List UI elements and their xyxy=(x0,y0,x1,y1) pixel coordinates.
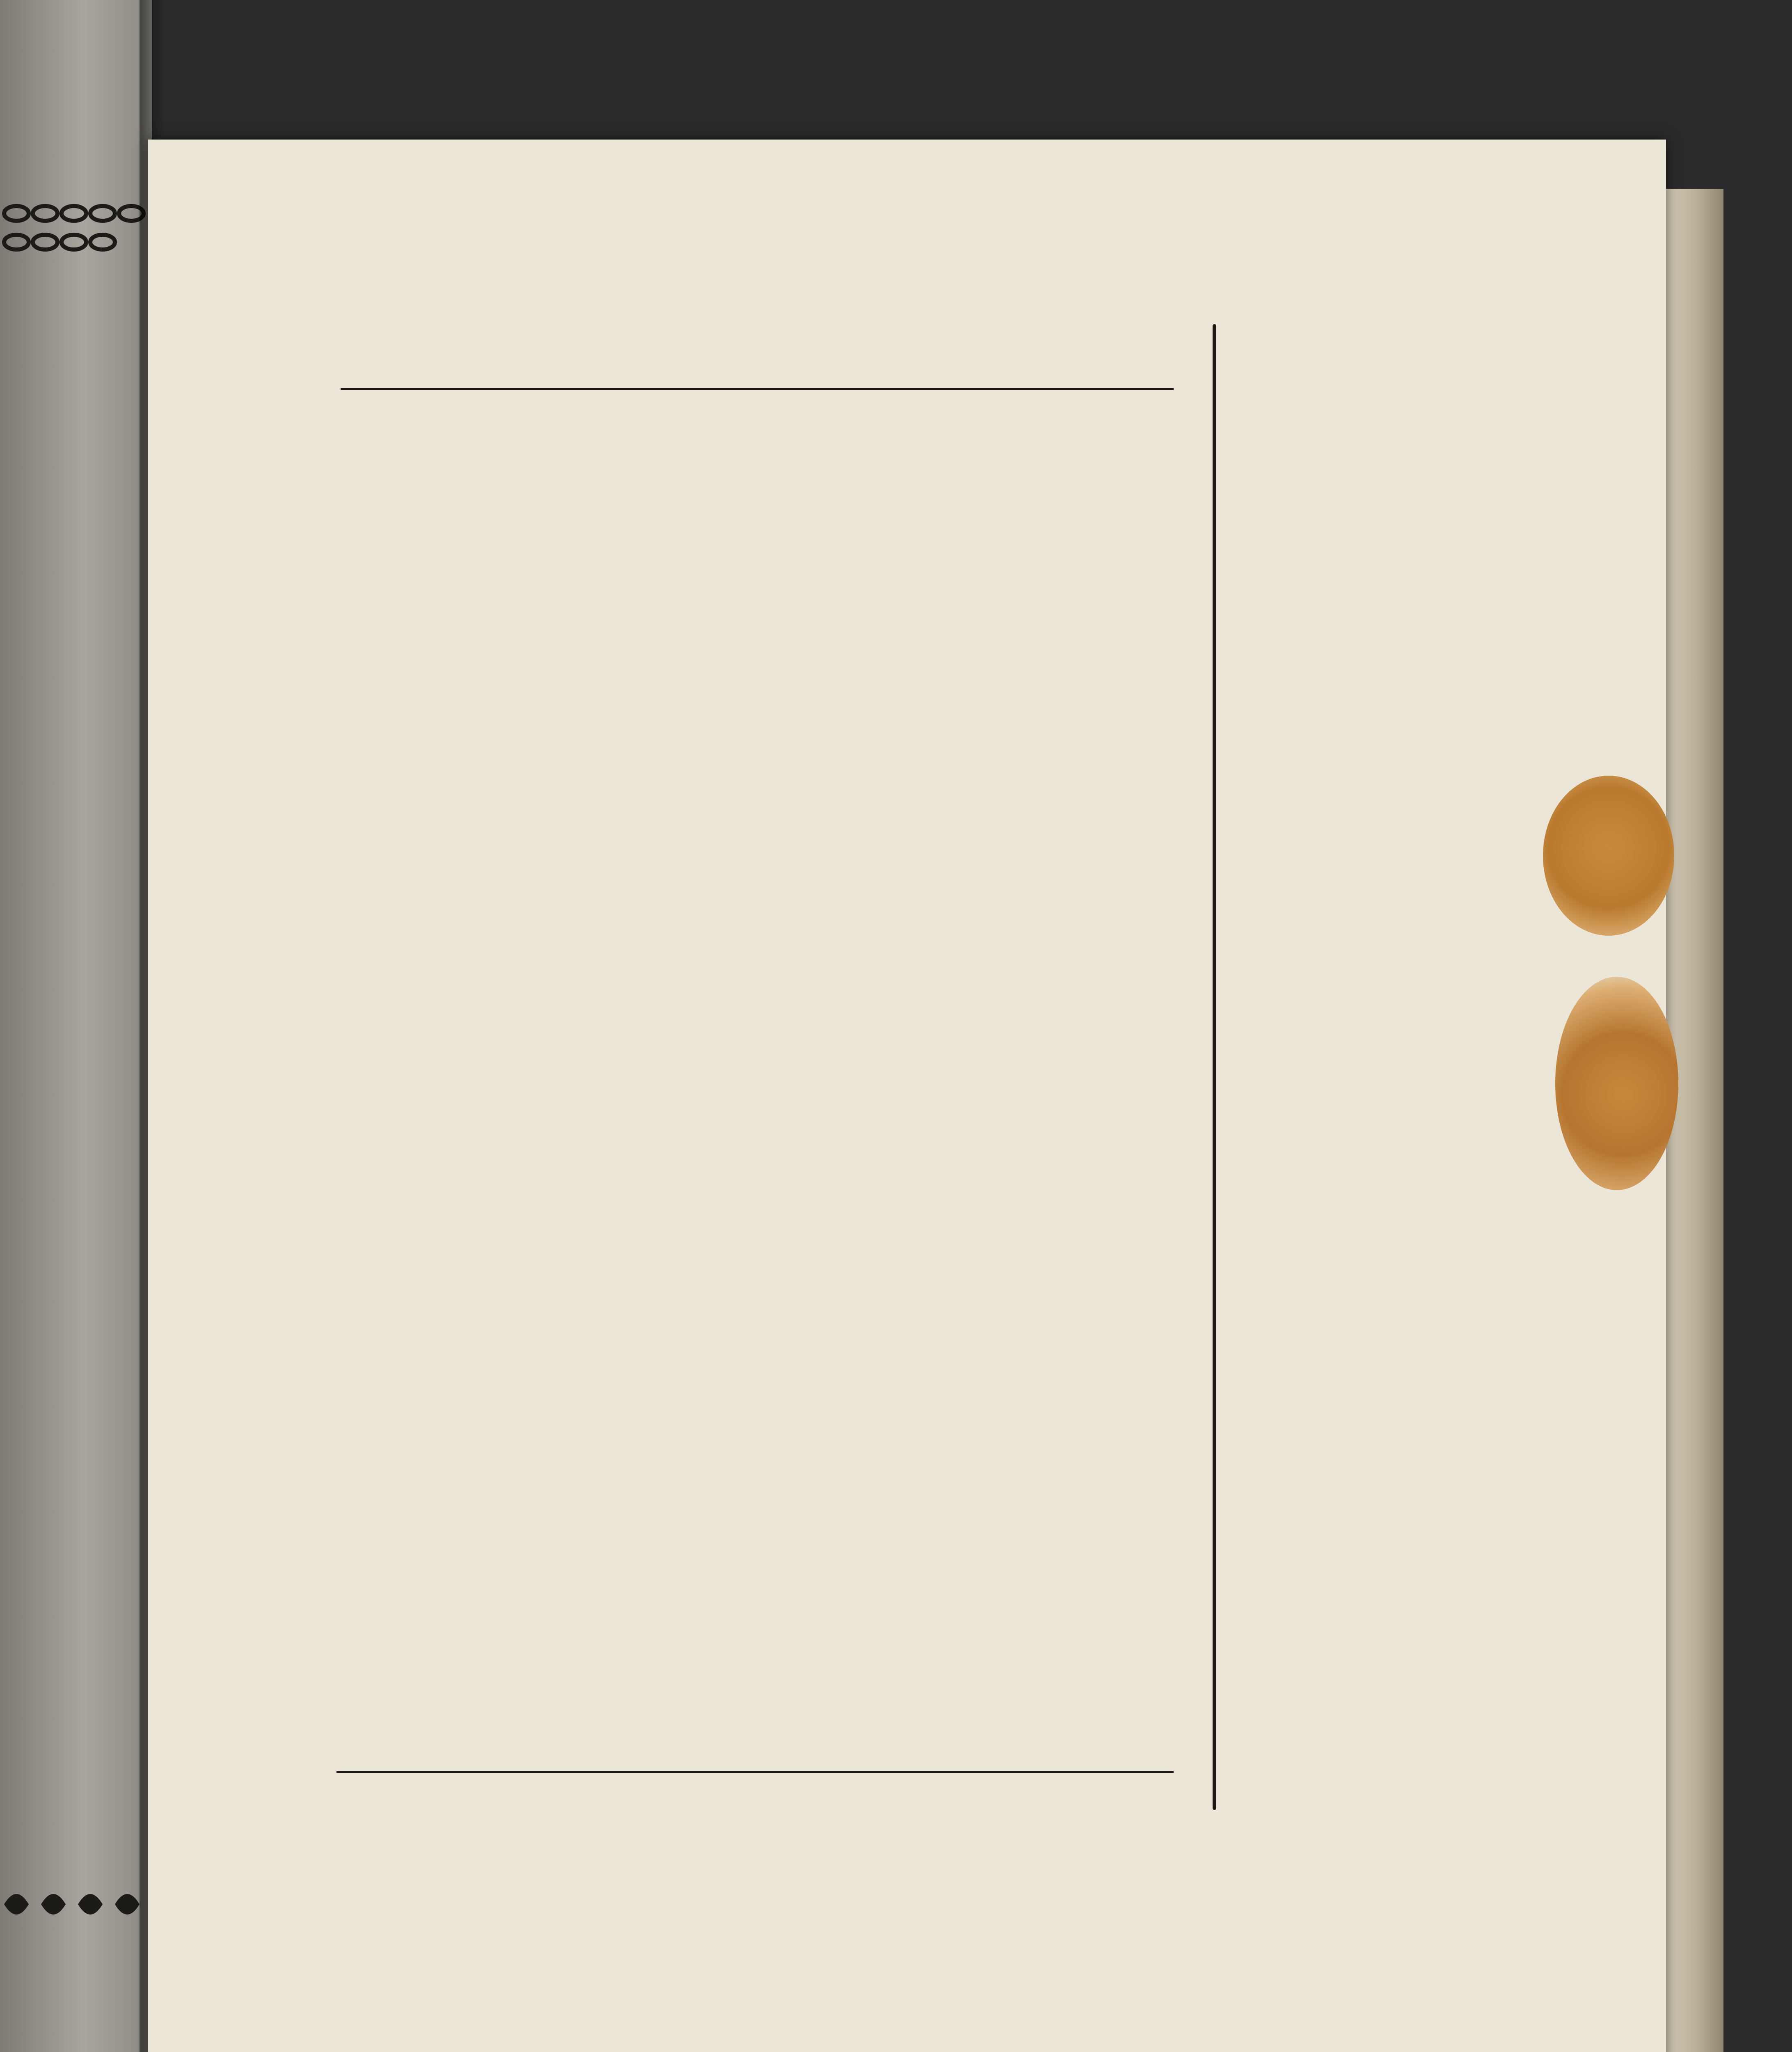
right-ornament-border xyxy=(1371,316,1420,1666)
ornamental-frame xyxy=(287,275,1428,1876)
top-ornament-border xyxy=(287,275,1428,316)
left-ornament-border xyxy=(287,316,332,1666)
margin-rule xyxy=(1213,324,1216,1810)
facing-page-bottom-ornament xyxy=(0,1880,148,1929)
wax-stain xyxy=(1555,977,1678,1190)
wax-stain xyxy=(1543,776,1674,936)
facing-page xyxy=(0,0,152,2052)
bottom-ornament-border xyxy=(287,1662,1428,1715)
facing-page-ornament xyxy=(0,189,148,263)
header-rule xyxy=(341,388,1174,390)
footer-rule xyxy=(336,1771,1174,1773)
